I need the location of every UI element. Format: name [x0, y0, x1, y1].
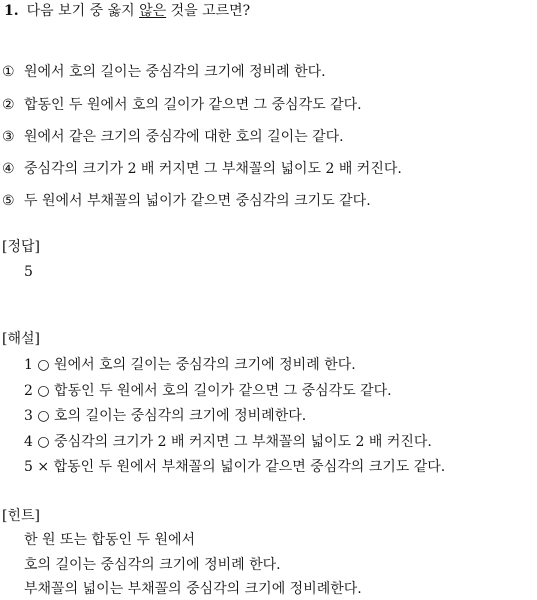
explanation-item-2 — [24, 382, 392, 400]
hint-line-1: 한 원 또는 합동인 두 원에서 — [24, 532, 196, 548]
choice-1 — [2, 63, 326, 81]
question-stem-underlined: 않은 — [139, 3, 167, 19]
explanation-num: 4 — [24, 434, 33, 450]
explanation-label: [해설] — [2, 331, 40, 347]
choice-2 — [2, 96, 362, 114]
hint-line-3: 부채꼴의 넓이는 부채꼴의 중심각의 크기에 정비례한다. — [24, 581, 362, 597]
explanation-item-3 — [24, 407, 306, 425]
explanation-symbol: ○ — [37, 408, 50, 424]
explanation-num: 3 — [24, 408, 33, 424]
question-stem-before: 다음 보기 중 옳지 — [26, 3, 140, 19]
question-number: 1. — [4, 3, 19, 19]
choice-text: 원에서 호의 길이는 중심각의 크기에 정비례 한다. — [24, 64, 326, 80]
question-stem — [4, 2, 250, 20]
explanation-item-1 — [24, 356, 356, 374]
explanation-num: 1 — [24, 357, 33, 373]
explanation-text: 합동인 두 원에서 부채꼴의 넓이가 같으면 중심각의 크기도 같다. — [53, 459, 446, 475]
choice-mark: ② — [2, 97, 15, 113]
choice-mark: ① — [2, 64, 15, 80]
choice-3 — [2, 128, 344, 146]
explanation-item-5 — [24, 458, 445, 476]
explanation-text: 합동인 두 원에서 호의 길이가 같으면 그 중심각도 같다. — [54, 383, 392, 399]
explanation-item-4 — [24, 433, 432, 451]
choice-text: 중심각의 크기가 2 배 커지면 그 부채꼴의 넓이도 2 배 커진다. — [24, 161, 402, 177]
choice-mark: ④ — [2, 161, 15, 177]
question-stem-after: 것을 고르면? — [166, 3, 251, 19]
explanation-text: 중심각의 크기가 2 배 커지면 그 부채꼴의 넓이도 2 배 커진다. — [54, 434, 432, 450]
choice-text: 두 원에서 부채꼴의 넓이가 같으면 중심각의 크기도 같다. — [24, 193, 371, 209]
choice-mark: ③ — [2, 129, 15, 145]
explanation-text: 원에서 호의 길이는 중심각의 크기에 정비례 한다. — [54, 357, 356, 373]
answer-value: 5 — [24, 264, 33, 280]
explanation-symbol: ○ — [37, 383, 50, 399]
choice-text: 원에서 같은 크기의 중심각에 대한 호의 길이는 같다. — [24, 129, 344, 145]
explanation-num: 2 — [24, 383, 33, 399]
explanation-symbol: ○ — [37, 434, 50, 450]
explanation-text: 호의 길이는 중심각의 크기에 정비례한다. — [54, 408, 307, 424]
explanation-symbol: × — [37, 459, 50, 475]
explanation-symbol: ○ — [37, 357, 50, 373]
choice-text: 합동인 두 원에서 호의 길이가 같으면 그 중심각도 같다. — [24, 97, 362, 113]
hint-line-2: 호의 길이는 중심각의 크기에 정비례 한다. — [24, 557, 281, 573]
choice-mark: ⑤ — [2, 193, 15, 209]
choice-5 — [2, 192, 371, 210]
choice-4 — [2, 160, 402, 178]
explanation-num: 5 — [24, 459, 33, 475]
answer-label: [정답] — [2, 239, 40, 255]
hint-label: [힌트] — [2, 508, 40, 524]
